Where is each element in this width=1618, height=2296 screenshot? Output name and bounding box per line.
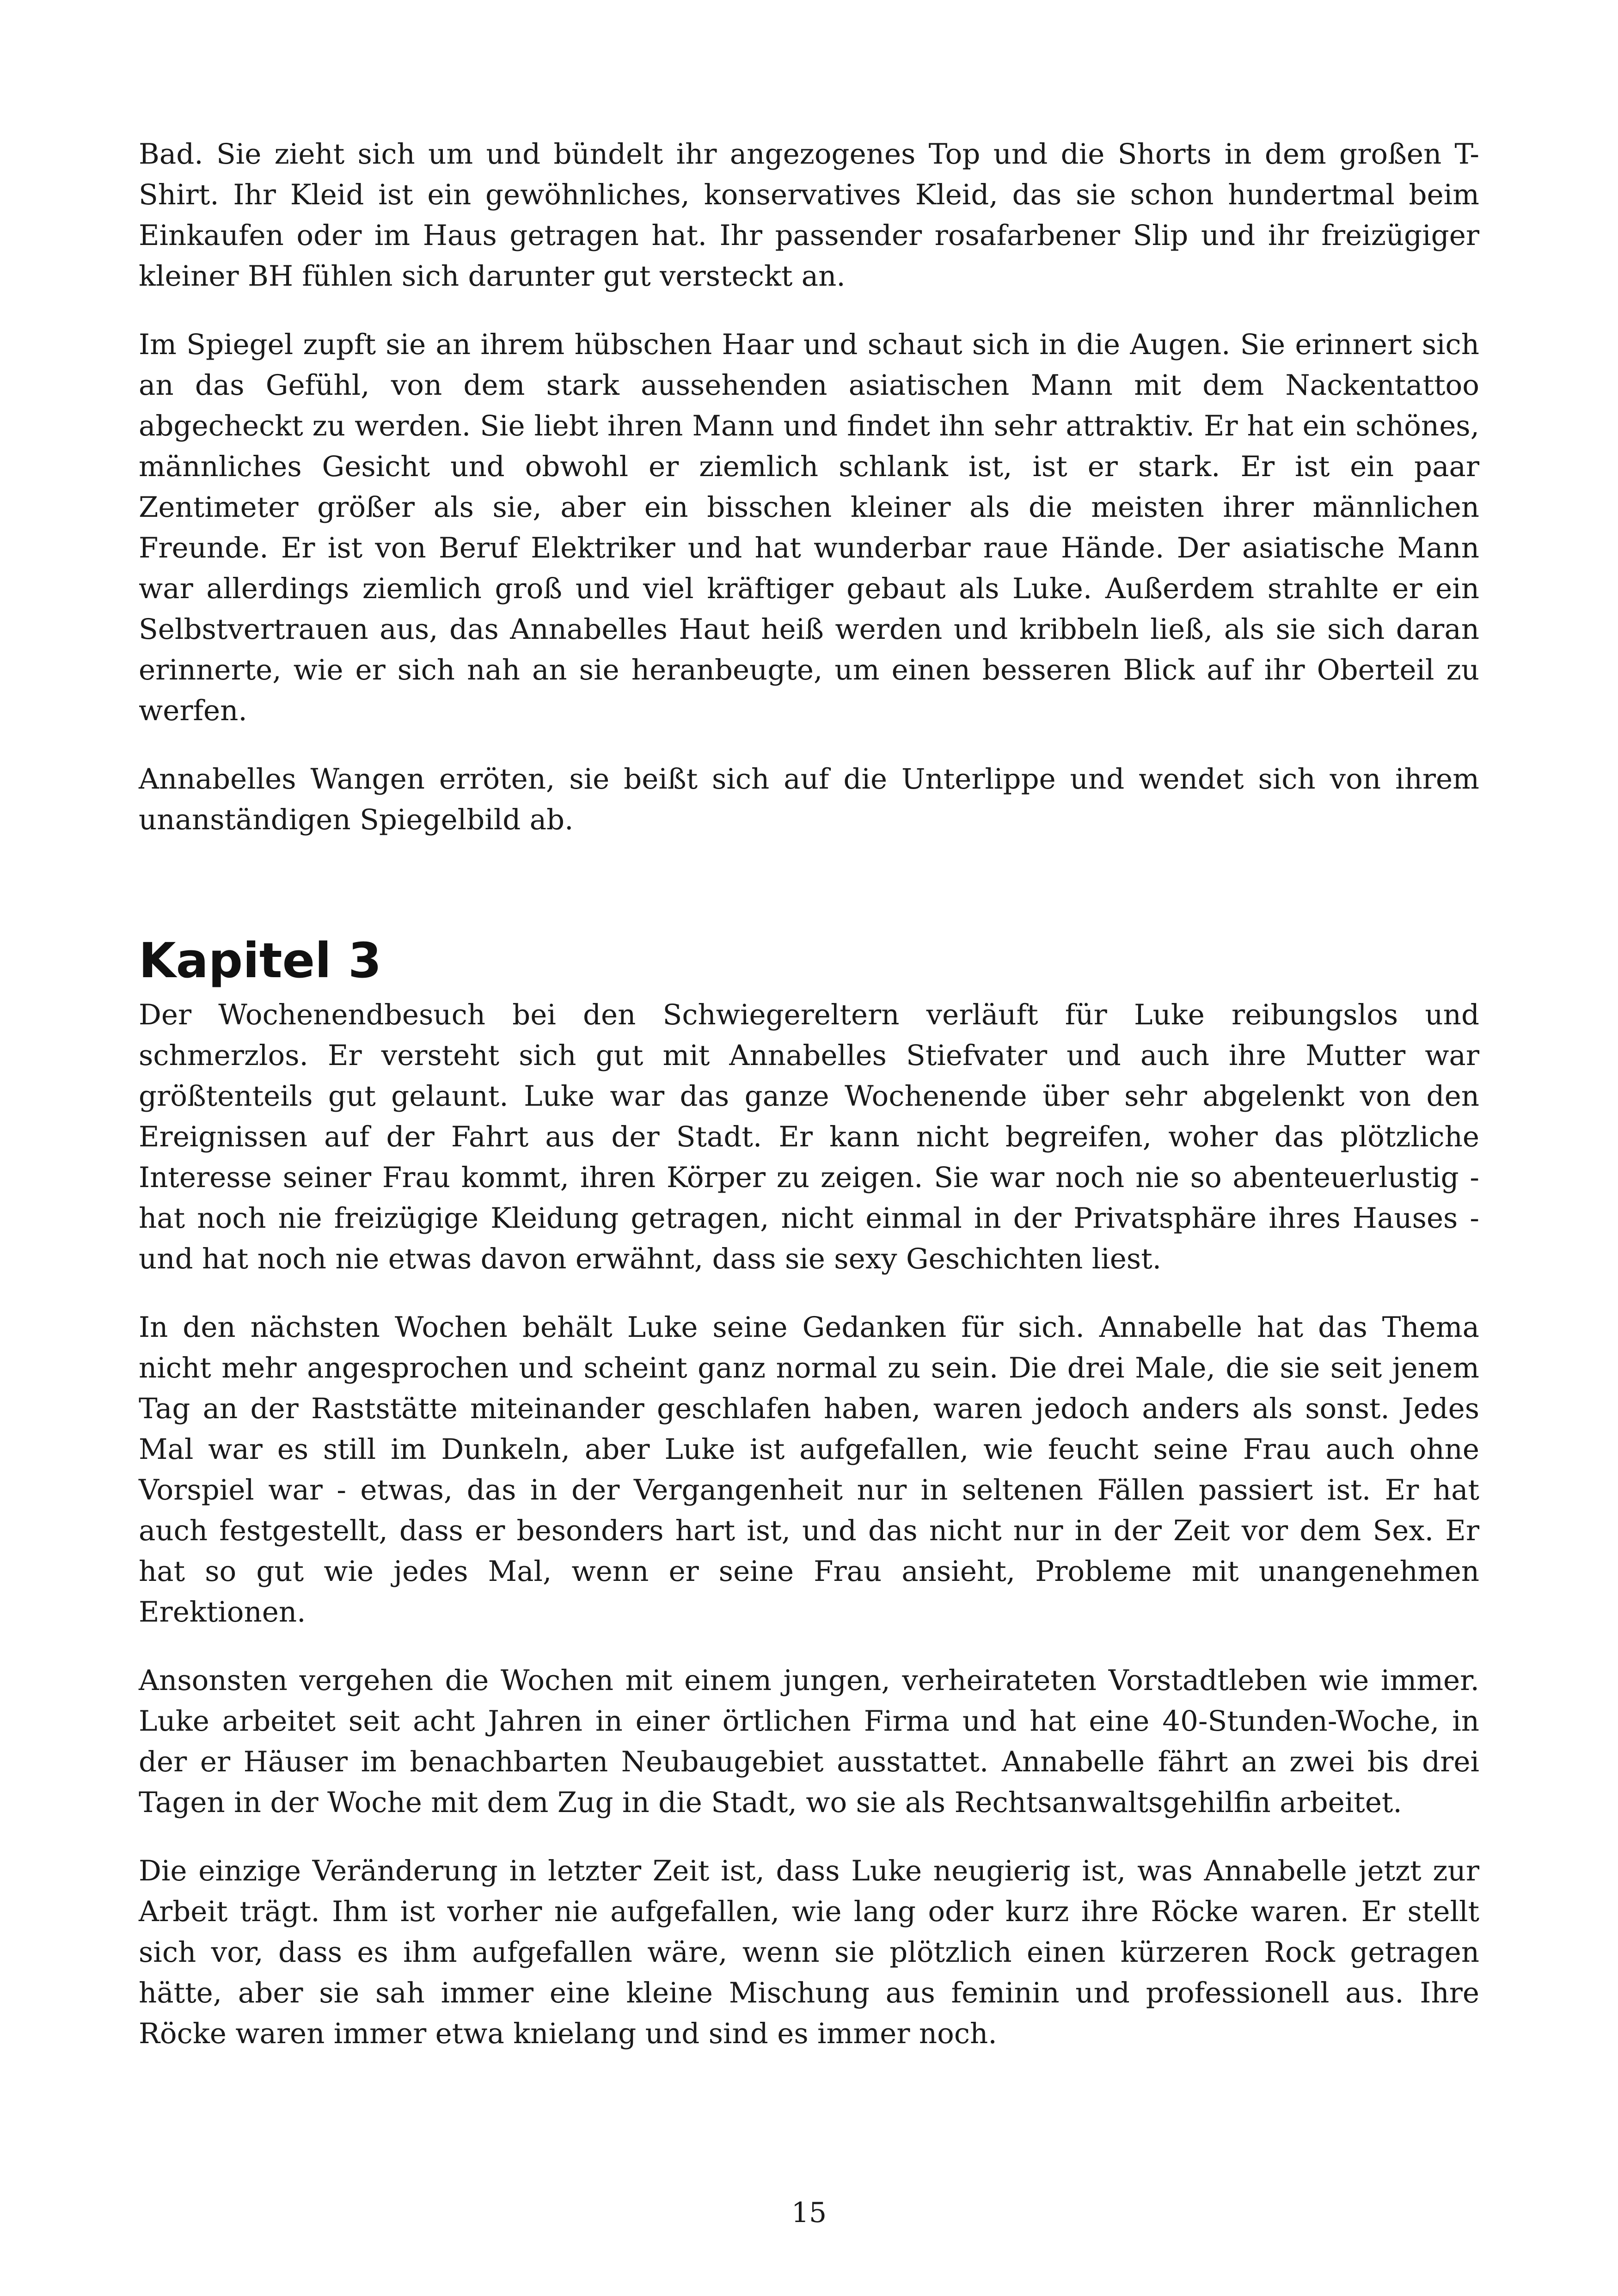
paragraph: Der Wochenendbesuch bei den Schwiegereltern verläuft für Luke reibungslos und schmerzlos. Er versteht sich gut mit Annabelles Stiefvater und auch ihre Mutter war größtenteils gut gelaunt. Luke war das ganze Wochenende über sehr abgelenkt von den Ereignissen auf der Fahrt aus der Stadt. Er kann nicht begreifen, woher das plötzliche Interesse seiner Frau kommt, ihren Körper zu zeigen. Sie war noch nie so abenteuerlustig - hat noch nie freizügige Kleidung getragen, nicht einmal in der Privatsphäre ihres Hauses - und hat noch nie etwas davon erwähnt, dass sie sexy Geschichten liest.	[139, 998, 1479, 1275]
page-number: 15	[791, 2197, 827, 2229]
chapter-heading: Kapitel 3	[139, 932, 382, 989]
paragraph: Im Spiegel zupft sie an ihrem hübschen Haar und schaut sich in die Augen. Sie erinnert sich an das Gefühl, von dem stark aussehenden asiatischen Mann mit dem Nackentattoo abgecheckt zu werden. Sie liebt ihren Mann und findet ihn sehr attraktiv. Er hat ein schönes, männliches Gesicht und obwohl er ziemlich schlank ist, ist er stark. Er ist ein paar Zentimeter größer als sie, aber ein bisschen kleiner als die meisten ihrer männlichen Freunde. Er ist von Beruf Elektriker und hat wunderbar raue Hände. Der asiatische Mann war allerdings ziemlich groß und viel kräftiger gebaut als Luke. Außerdem strahlte er ein Selbstvertrauen aus, das Annabelles Haut heiß werden und kribbeln ließ, als sie sich daran erinnerte, wie er sich nah an sie heranbeugte, um einen besseren Blick auf ihr Oberteil zu werfen.	[139, 328, 1479, 727]
paragraph: Die einzige Veränderung in letzter Zeit ist, dass Luke neugierig ist, was Annabelle jetzt zur Arbeit trägt. Ihm ist vorher nie aufgefallen, wie lang oder kurz ihre Röcke waren. Er stellt sich vor, dass es ihm aufgefallen wäre, wenn sie plötzlich einen kürzeren Rock getragen hätte, aber sie sah immer eine kleine Mischung aus feminin und professionell aus. Ihre Röcke waren immer etwa knielang und sind es immer noch.	[139, 1855, 1479, 2050]
paragraph: In den nächsten Wochen behält Luke seine Gedanken für sich. Annabelle hat das Thema nicht mehr angesprochen und scheint ganz normal zu sein. Die drei Male, die sie seit jenem Tag an der Raststätte miteinander geschlafen haben, waren jedoch anders als sonst. Jedes Mal war es still im Dunkeln, aber Luke ist aufgefallen, wie feucht seine Frau auch ohne Vorspiel war - etwas, das in der Vergangenheit nur in seltenen Fällen passiert ist. Er hat auch festgestellt, dass er besonders hart ist, und das nicht nur in der Zeit vor dem Sex. Er hat so gut wie jedes Mal, wenn er seine Frau ansieht, Probleme mit unangenehmen Erektionen.	[139, 1311, 1479, 1629]
paragraph: Ansonsten vergehen die Wochen mit einem jungen, verheirateten Vorstadtleben wie immer. Luke arbeitet seit acht Jahren in einer örtlichen Firma und hat eine 40-Stunden-Woche, in der er Häuser im benachbarten Neubaugebiet ausstattet. Annabelle fährt an zwei bis drei Tagen in der Woche mit dem Zug in die Stadt, wo sie als Rechtsanwaltsgehilfin arbeitet.	[139, 1664, 1479, 1819]
page-body	[139, 134, 1479, 2082]
paragraph: Bad. Sie zieht sich um und bündelt ihr angezogenes Top und die Shorts in dem großen T-Shirt. Ihr Kleid ist ein gewöhnliches, konservatives Kleid, das sie schon hundertmal beim Einkaufen oder im Haus getragen hat. Ihr passender rosafarbener Slip und ihr freizügiger kleiner BH fühlen sich darunter gut versteckt an.	[139, 138, 1479, 293]
paragraph: Annabelles Wangen erröten, sie beißt sich auf die Unterlippe und wendet sich von ihrem unanständigen Spiegelbild ab.	[139, 763, 1479, 836]
